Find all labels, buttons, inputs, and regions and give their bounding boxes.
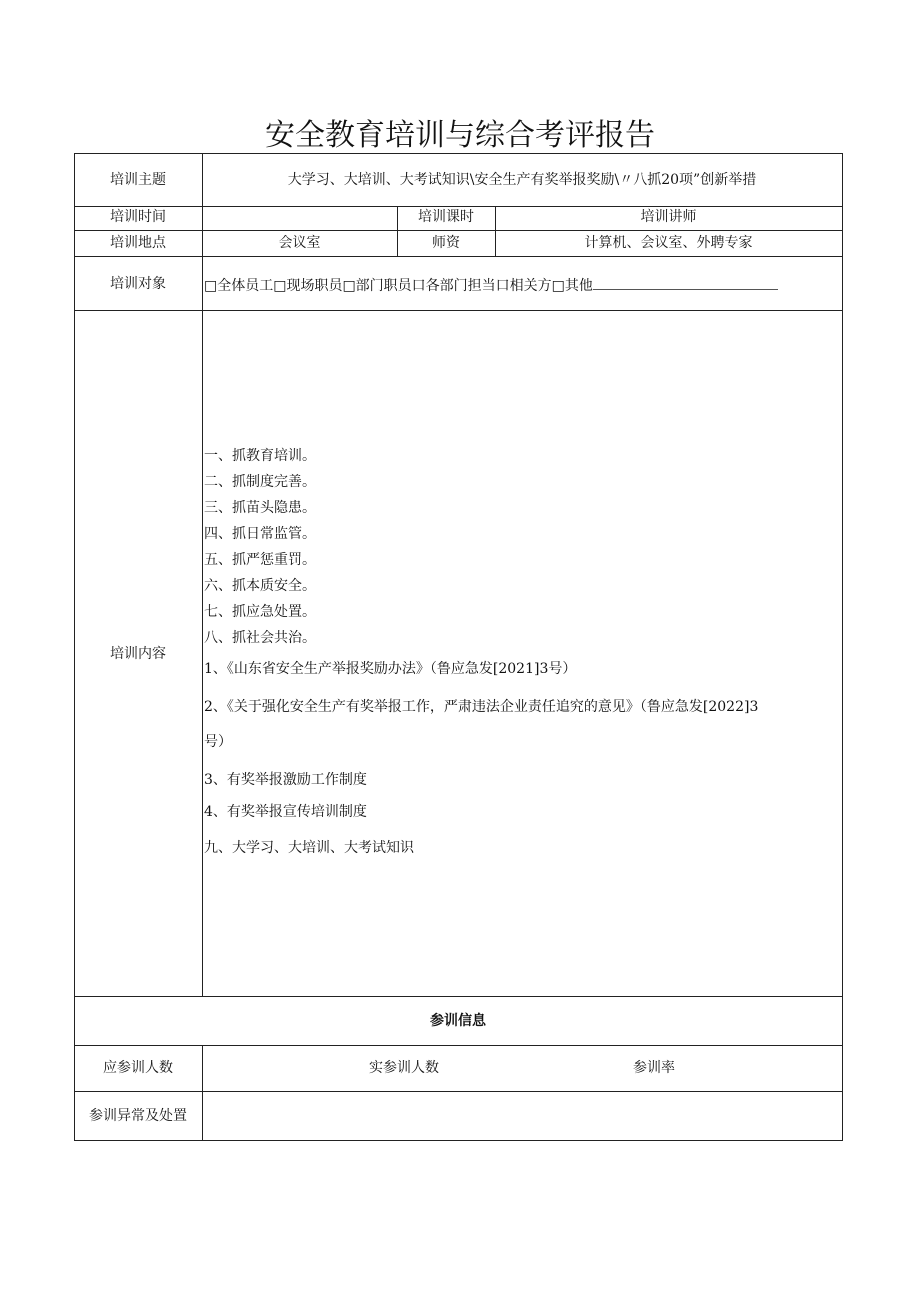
expected-count-label: 应参训人数 bbox=[103, 1060, 173, 1076]
report-table bbox=[74, 153, 843, 1141]
label-column-divider bbox=[202, 153, 203, 996]
content-line: 四、抓日常监管。 bbox=[204, 526, 316, 542]
faculty-label: 师资 bbox=[432, 235, 460, 251]
row-divider bbox=[74, 206, 843, 207]
row-divider bbox=[74, 310, 843, 311]
table-border-bottom bbox=[74, 1140, 843, 1141]
faculty-value: 计算机、会议室、外聘专家 bbox=[584, 235, 753, 251]
content-label: 培训内容 bbox=[110, 646, 166, 662]
participation-rate-label: 参训率 bbox=[633, 1060, 675, 1076]
row-divider bbox=[74, 1045, 843, 1046]
label-column-divider bbox=[202, 1045, 203, 1141]
actual-count-label: 实参训人数 bbox=[369, 1060, 439, 1076]
table-border-top bbox=[74, 153, 843, 154]
location-value: 会议室 bbox=[278, 235, 321, 251]
row-divider bbox=[74, 1091, 843, 1092]
abnormal-label: 参训异常及处置 bbox=[89, 1108, 187, 1124]
content-line: 八、抓社会共治。 bbox=[204, 630, 316, 646]
row-divider bbox=[74, 256, 843, 257]
content-line: 二、抓制度完善。 bbox=[204, 474, 316, 490]
content-line: 2、《关于强化安全生产有奖举报工作，严肃违法企业责任追究的意见》（鲁应急发[2022]3 bbox=[204, 699, 759, 715]
content-line: 4、有奖举报宣传培训制度 bbox=[204, 804, 367, 820]
content-line: 七、抓应急处置。 bbox=[204, 604, 316, 620]
row-divider bbox=[74, 996, 843, 997]
topic-label: 培训主题 bbox=[110, 172, 166, 188]
content-line: 九、大学习、大培训、大考试知识 bbox=[204, 840, 414, 856]
table-border-right bbox=[842, 153, 843, 1141]
hours-label: 培训课时 bbox=[418, 209, 474, 225]
content-line: 3、有奖举报激励工作制度 bbox=[204, 772, 367, 788]
row-divider bbox=[74, 230, 843, 231]
page-title: 安全教育培训与综合考评报告 bbox=[265, 118, 655, 153]
content-line: 五、抓严惩重罚。 bbox=[204, 552, 316, 568]
location-label: 培训地点 bbox=[110, 235, 166, 251]
content-line: 一、抓教育培训。 bbox=[204, 448, 316, 464]
audience-options bbox=[204, 277, 778, 293]
lecturer-label: 培训讲师 bbox=[640, 209, 697, 225]
content-line: 号） bbox=[204, 734, 232, 750]
other-blank-line bbox=[593, 277, 778, 290]
time-label: 培训时间 bbox=[110, 209, 166, 225]
audience-label: 培训对象 bbox=[110, 276, 166, 292]
participation-header: 参训信息 bbox=[430, 1013, 486, 1029]
content-line: 1、《山东省安全生产举报奖励办法》（鲁应急发[2021]3号） bbox=[204, 661, 577, 677]
content-line: 三、抓苗头隐患。 bbox=[204, 500, 316, 516]
topic-value: 大学习、大培训、大考试知识\安全生产有奖举报奖励\〃八抓20项”创新举措 bbox=[287, 172, 757, 188]
audience-options-text: □全体员工□现场职员□部门职员口各部门担当口相关方□其他 bbox=[204, 278, 593, 294]
content-line: 六、抓本质安全。 bbox=[204, 578, 316, 594]
